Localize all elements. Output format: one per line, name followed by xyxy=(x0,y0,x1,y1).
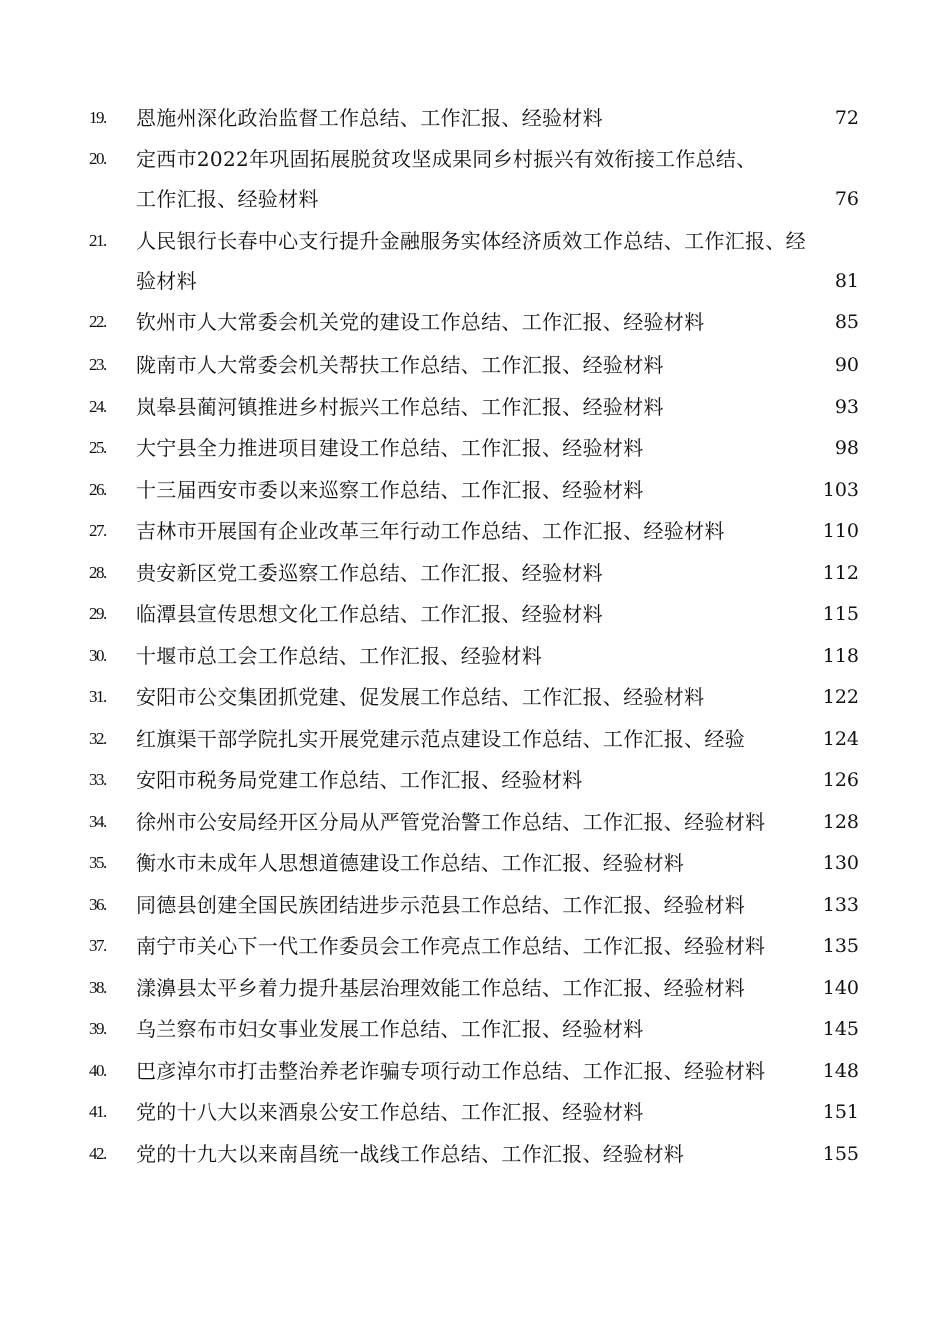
entry-number: 19. xyxy=(89,108,106,127)
entry-title: 安阳市公交集团抓党建、促发展工作总结、工作汇报、经验材料 xyxy=(136,685,705,709)
entry-number: 36. xyxy=(89,895,106,914)
entry-page-number: 126 xyxy=(822,769,859,791)
entry-number: 39. xyxy=(89,1019,106,1038)
entry-number: 31. xyxy=(89,687,106,706)
entry-title: 钦州市人大常委会机关党的建设工作总结、工作汇报、经验材料 xyxy=(136,310,705,334)
entry-title: 党的十九大以来南昌统一战线工作总结、工作汇报、经验材料 xyxy=(136,1142,685,1166)
entry-number: 28. xyxy=(89,563,106,582)
entry-page-number: 72 xyxy=(834,107,859,129)
entry-number: 27. xyxy=(89,521,106,540)
toc-entry[interactable] xyxy=(0,222,950,302)
entry-number: 29. xyxy=(89,604,106,623)
entry-page-number: 112 xyxy=(822,562,859,584)
entry-number: 38. xyxy=(89,978,106,997)
toc-entry[interactable] xyxy=(0,1135,950,1175)
entry-title: 徐州市公安局经开区分局从严管党治警工作总结、工作汇报、经验材料 xyxy=(136,810,766,834)
toc-entry[interactable] xyxy=(0,429,950,469)
entry-page-number: 151 xyxy=(822,1101,859,1123)
toc-entry[interactable] xyxy=(0,512,950,552)
entry-page-number: 122 xyxy=(822,686,859,708)
entry-title: 同德县创建全国民族团结进步示范县工作总结、工作汇报、经验材料 xyxy=(136,893,745,917)
entry-page-number: 133 xyxy=(822,894,859,916)
entry-number: 37. xyxy=(89,936,106,955)
entry-page-number: 128 xyxy=(822,811,859,833)
toc-entry[interactable] xyxy=(0,1010,950,1050)
entry-page-number: 93 xyxy=(834,396,859,418)
toc-entry[interactable] xyxy=(0,1052,950,1092)
entry-page-number: 81 xyxy=(834,270,859,292)
entry-number: 24. xyxy=(89,397,106,416)
entry-number: 30. xyxy=(89,646,106,665)
entry-title: 衡水市未成年人思想道德建设工作总结、工作汇报、经验材料 xyxy=(136,851,685,875)
entry-page-number: 130 xyxy=(822,852,859,874)
entry-page-number: 140 xyxy=(822,977,859,999)
entry-title: 大宁县全力推进项目建设工作总结、工作汇报、经验材料 xyxy=(136,436,644,460)
toc-entry[interactable] xyxy=(0,1093,950,1133)
entry-page-number: 103 xyxy=(822,479,859,501)
toc-entry[interactable] xyxy=(0,595,950,635)
entry-number: 34. xyxy=(89,812,106,831)
toc-entry[interactable] xyxy=(0,761,950,801)
toc-entry[interactable] xyxy=(0,720,950,760)
entry-title: 人民银行长春中心支行提升金融服务实体经济质效工作总结、工作汇报、经 xyxy=(136,229,806,253)
entry-title: 岚皋县蔺河镇推进乡村振兴工作总结、工作汇报、经验材料 xyxy=(136,395,664,419)
entry-title: 定西市2022年巩固拓展脱贫攻坚成果同乡村振兴有效衔接工作总结、 xyxy=(136,147,757,171)
entry-page-number: 155 xyxy=(822,1143,859,1165)
toc-entry[interactable] xyxy=(0,678,950,718)
entry-title: 贵安新区党工委巡察工作总结、工作汇报、经验材料 xyxy=(136,561,603,585)
entry-number: 21. xyxy=(89,231,106,250)
toc-entry[interactable] xyxy=(0,927,950,967)
entry-page-number: 145 xyxy=(822,1018,859,1040)
entry-title-continued: 验材料 xyxy=(136,269,197,293)
entry-number: 40. xyxy=(89,1061,106,1080)
entry-number: 20. xyxy=(89,149,106,168)
entry-title: 临潭县宣传思想文化工作总结、工作汇报、经验材料 xyxy=(136,602,603,626)
entry-title-continued: 工作汇报、经验材料 xyxy=(136,187,319,211)
entry-page-number: 115 xyxy=(822,603,859,625)
toc-entry[interactable] xyxy=(0,140,950,220)
entry-title: 漾濞县太平乡着力提升基层治理效能工作总结、工作汇报、经验材料 xyxy=(136,976,745,1000)
entry-number: 42. xyxy=(89,1144,106,1163)
entry-page-number: 135 xyxy=(822,935,859,957)
entry-title: 十三届西安市委以来巡察工作总结、工作汇报、经验材料 xyxy=(136,478,644,502)
entry-number: 26. xyxy=(89,480,106,499)
toc-entry[interactable] xyxy=(0,969,950,1009)
entry-number: 23. xyxy=(89,355,106,374)
toc-entry[interactable] xyxy=(0,346,950,386)
entry-title: 巴彦淖尔市打击整治养老诈骗专项行动工作总结、工作汇报、经验材料 xyxy=(136,1059,766,1083)
entry-page-number: 76 xyxy=(834,188,859,210)
entry-page-number: 110 xyxy=(822,520,859,542)
entry-number: 22. xyxy=(89,312,106,331)
toc-entry[interactable] xyxy=(0,99,950,139)
entry-number: 25. xyxy=(89,438,106,457)
toc-entry[interactable] xyxy=(0,844,950,884)
toc-entry[interactable] xyxy=(0,886,950,926)
entry-title: 安阳市税务局党建工作总结、工作汇报、经验材料 xyxy=(136,768,583,792)
entry-title: 红旗渠干部学院扎实开展党建示范点建设工作总结、工作汇报、经验 xyxy=(136,727,745,751)
entry-number: 35. xyxy=(89,853,106,872)
entry-title: 恩施州深化政治监督工作总结、工作汇报、经验材料 xyxy=(136,106,603,130)
entry-title: 党的十八大以来酒泉公安工作总结、工作汇报、经验材料 xyxy=(136,1100,644,1124)
entry-page-number: 148 xyxy=(822,1060,859,1082)
entry-number: 41. xyxy=(89,1102,106,1121)
entry-page-number: 85 xyxy=(834,311,859,333)
toc-entry[interactable] xyxy=(0,554,950,594)
toc-entry[interactable] xyxy=(0,803,950,843)
entry-title: 南宁市关心下一代工作委员会工作亮点工作总结、工作汇报、经验材料 xyxy=(136,934,766,958)
entry-page-number: 90 xyxy=(834,354,859,376)
entry-title: 十堰市总工会工作总结、工作汇报、经验材料 xyxy=(136,644,542,668)
toc-entry[interactable] xyxy=(0,303,950,343)
entry-title: 吉林市开展国有企业改革三年行动工作总结、工作汇报、经验材料 xyxy=(136,519,725,543)
entry-number: 33. xyxy=(89,770,106,789)
entry-page-number: 118 xyxy=(822,645,859,667)
entry-page-number: 98 xyxy=(834,437,859,459)
entry-title: 乌兰察布市妇女事业发展工作总结、工作汇报、经验材料 xyxy=(136,1017,644,1041)
entry-number: 32. xyxy=(89,729,106,748)
toc-entry[interactable] xyxy=(0,637,950,677)
entry-title: 陇南市人大常委会机关帮扶工作总结、工作汇报、经验材料 xyxy=(136,353,664,377)
toc-entry[interactable] xyxy=(0,388,950,428)
entry-page-number: 124 xyxy=(822,728,859,750)
toc-entry[interactable] xyxy=(0,471,950,511)
